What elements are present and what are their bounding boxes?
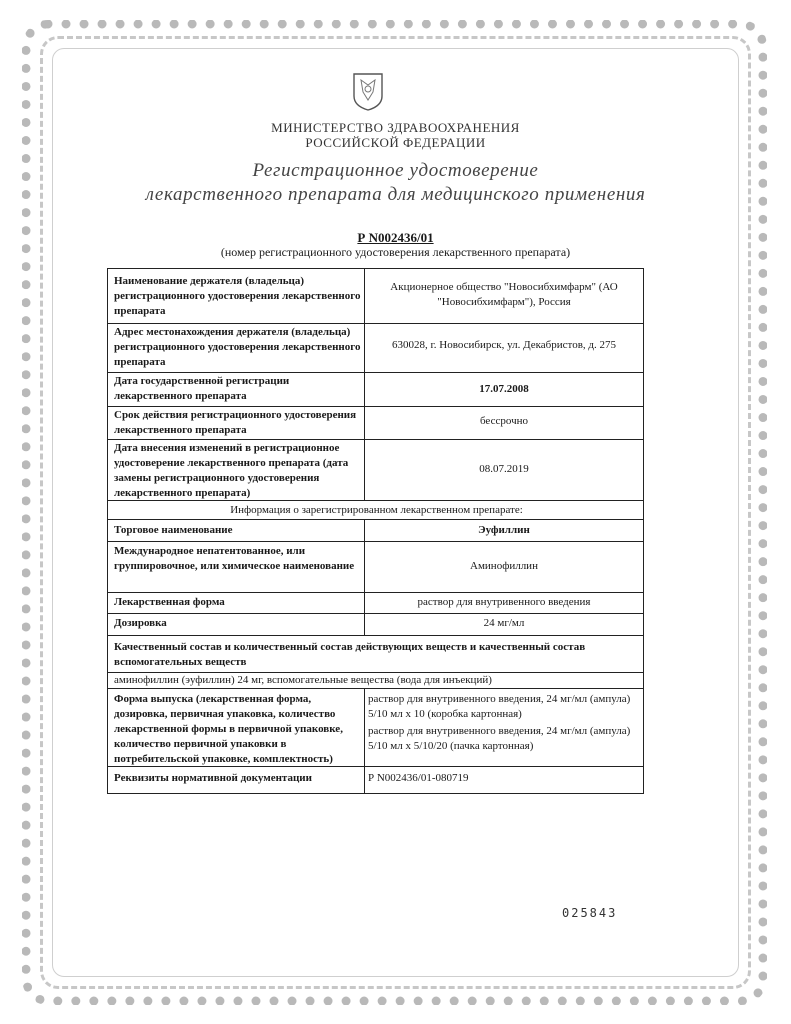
inn-label: Международное непатентованное, или группировочное, или химическое наименование	[114, 545, 355, 572]
trade-name-value: Эуфиллин	[478, 524, 530, 536]
registration-date-value: 17.07.2008	[479, 383, 529, 395]
ministry-name-line1: МИНИСТЕРСТВО ЗДРАВООХРАНЕНИЯ	[271, 120, 520, 135]
document-title-line1: Регистрационное удостоверение	[252, 160, 539, 181]
inn-value: Аминофиллин	[470, 560, 538, 572]
registration-table	[107, 268, 644, 794]
holder-name-value: Акционерное общество "Новосибхимфарм" (АО "Новосибхимфарм"), Россия	[390, 281, 618, 308]
change-date-value: 08.07.2019	[479, 463, 529, 475]
registration-number: Р N002436/01	[357, 230, 434, 245]
registration-number-note: (номер регистрационного удостоверения лекарственного препарата)	[220, 245, 571, 259]
coat-of-arms-icon	[349, 70, 387, 112]
dosage-value: 24 мг/мл	[483, 617, 525, 629]
validity-value: бессрочно	[479, 415, 528, 427]
dosage-form-label: Лекарственная форма	[114, 596, 225, 608]
validity-label: Срок действия регистрационного удостоверения лекарственного препарата	[114, 409, 357, 436]
release-form-value-2: раствор для внутривенного введения, 24 мг/мл (ампула) 5/10 мл x 5/10/20 (пачка картонная)	[368, 725, 631, 752]
release-form-value-1: раствор для внутривенного введения, 24 мг/мл (ампула) 5/10 мл x 10 (коробка картонная)	[368, 693, 631, 720]
normative-doc-value: Р N002436/01-080719	[368, 772, 469, 784]
document-title-line2: лекарственного препарата для медицинского применения	[145, 184, 646, 205]
change-date-label: Дата внесения изменений в регистрационное удостоверение лекарственного препарата (дата замены регистрационного удостоверения лекарственного препарата)	[114, 442, 349, 499]
composition-label: Качественный состав и количественный состав действующих веществ и качественный состав вспомогательных веществ	[114, 641, 586, 668]
dosage-form-value: раствор для внутривенного введения	[417, 596, 591, 608]
composition-value: аминофиллин (эуфиллин) 24 мг, вспомогательные вещества (вода для инъекций)	[114, 674, 492, 686]
release-form-label: Форма выпуска (лекарственная форма, дозировка, первичная упаковка, количество лекарственной формы в первичной упаковке, количество первичной упаковки в потребительской упаковке, комплектность)	[114, 693, 343, 765]
holder-name-label: Наименование держателя (владельца) регистрационного удостоверения лекарственного препарата	[114, 275, 361, 317]
ministry-name-line2: РОССИЙСКОЙ ФЕДЕРАЦИИ	[305, 135, 486, 150]
dosage-label: Дозировка	[114, 617, 167, 629]
normative-doc-label: Реквизиты нормативной документации	[114, 772, 312, 784]
holder-address-value: 630028, г. Новосибирск, ул. Декабристов, д. 275	[392, 339, 616, 351]
serial-stamp-number: 025843	[562, 906, 618, 920]
registration-date-label: Дата государственной регистрации лекарственного препарата	[114, 375, 290, 402]
holder-address-label: Адрес местонахождения держателя (владельца) регистрационного удостоверения лекарственного препарата	[114, 326, 361, 368]
registered-product-info-header: Информация о зарегистрированном лекарственном препарате:	[230, 504, 523, 516]
trade-name-label: Торговое наименование	[114, 524, 233, 536]
